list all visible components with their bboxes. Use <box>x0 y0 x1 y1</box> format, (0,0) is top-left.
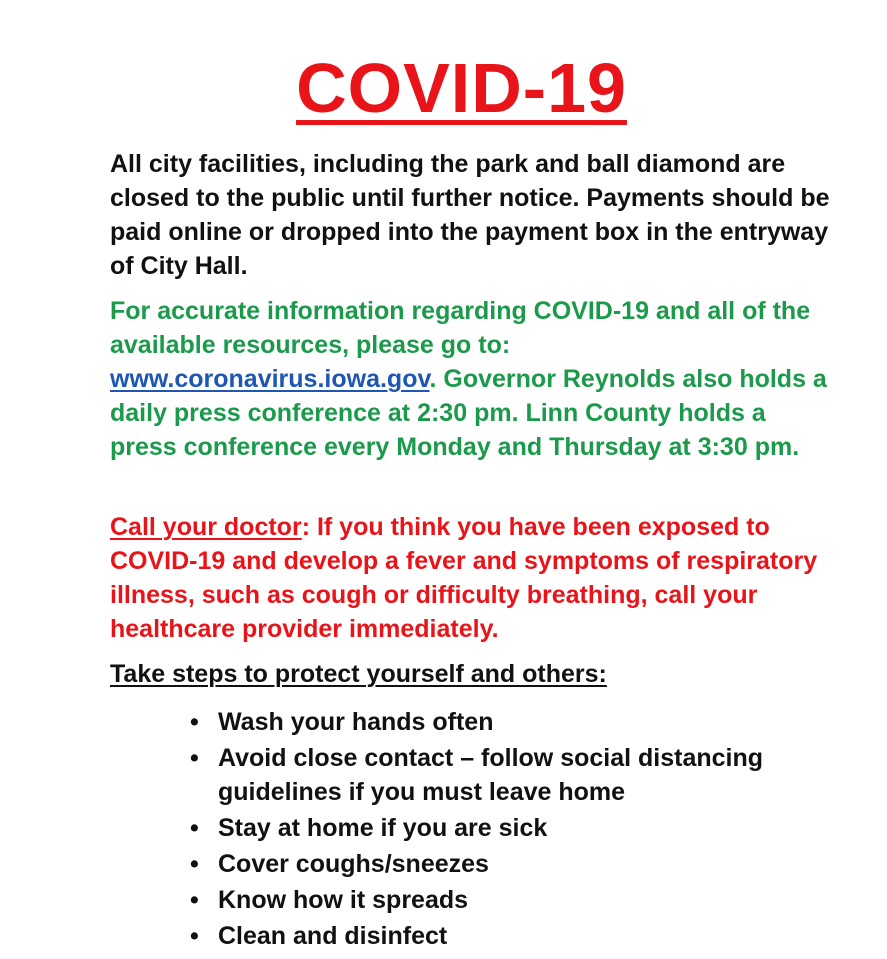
doctor-lead: Call your doctor <box>110 513 302 541</box>
list-item <box>190 741 830 809</box>
steps-heading: Take steps to protect yourself and others: <box>110 660 607 688</box>
page-title: COVID-19 <box>296 49 627 127</box>
list-item <box>190 811 830 845</box>
doctor-body: : If you think you have been exposed to COVID-19 and develop a fever and symptoms of respiratory illness, such as cough or difficulty breathing, call your healthcare provider immediately. <box>110 513 818 643</box>
bullet-icon: • <box>190 814 199 842</box>
list-item <box>190 847 830 881</box>
info-paragraph <box>110 294 830 464</box>
info-text-after-link: . Governor Reynolds also holds a daily press conference at 2:30 pm. Linn County holds a press conference every Monday and Thursday at 3:30 pm. <box>110 365 827 461</box>
list-item <box>190 883 830 917</box>
bullet-icon: • <box>190 744 199 772</box>
bullet-icon: • <box>190 886 199 914</box>
list-item <box>190 919 830 953</box>
step-text: Avoid close contact – follow social distancing guidelines if you must leave home <box>218 744 764 806</box>
step-text: Know how it spreads <box>218 886 469 914</box>
bullet-icon: • <box>190 850 199 878</box>
steps-list <box>190 705 830 955</box>
bullet-icon: • <box>190 708 199 736</box>
step-text: Stay at home if you are sick <box>218 814 548 842</box>
facilities-notice: All city facilities, including the park and ball diamond are closed to the public until further notice. Payments should be paid online or dropped into the payment box in the entryway of City Hall. <box>110 150 830 280</box>
step-text: Wash your hands often <box>218 708 494 736</box>
step-text: Cover coughs/sneezes <box>218 850 489 878</box>
list-item <box>190 705 830 739</box>
coronavirus-iowa-link[interactable]: www.coronavirus.iowa.gov <box>110 365 430 393</box>
step-text: Clean and disinfect <box>218 922 448 950</box>
info-text-before-link: For accurate information regarding COVID-19 and all of the available resources, please go to: <box>110 297 811 359</box>
bullet-icon: • <box>190 922 199 950</box>
doctor-paragraph <box>110 510 830 646</box>
